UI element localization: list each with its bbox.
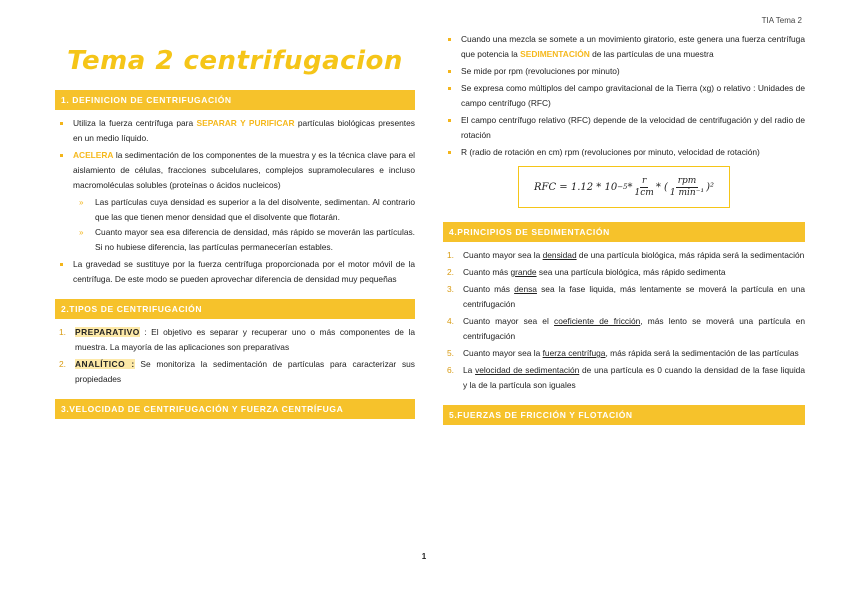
text-span: de una partícula biológica, más rápida será la sedimentación [576,250,805,260]
text-span: partículas biológicas presentes en un medio líquido. [73,118,415,143]
underlined-term: coeficiente de fricción [554,316,641,326]
label-highlight: PREPARATIVO [75,327,140,337]
text-span: : El objetivo es separar y recuperar uno o más componentes de la muestra. La mayoría de las aplicaciones son preparativas [75,327,415,352]
text-span: sea la fase liquida, más lentamente se moverá la partícula en una centrifugación [463,284,806,309]
text-span: Utiliza la fuerza centrífuga para [73,118,197,128]
item-number: 2. [59,359,66,369]
section-3-list [443,32,805,160]
underlined-term: velocidad de sedimentación [475,365,580,375]
item-number: 5. [447,348,454,358]
section-5-heading: 5.FUERZAS DE FRICCIÓN Y FLOTACIÓN [443,405,805,425]
text-span: Cuanto más [463,284,515,294]
fraction-denominator: 1cm [634,187,654,198]
text-span: de una partícula es 0 cuando la densidad de la fase liquida y la de la partícula son iguales [463,365,805,390]
list-item: El campo centrífugo relativo (RFC) depende de la velocidad de centrifugación y del radio de rotación [443,113,805,143]
text-span: Cuanto mayor sea la [463,250,543,260]
fraction-denominator: 1 min⁻¹ [669,187,705,198]
section-1-heading: 1. DEFINICION DE CENTRIFUGACIÓN [55,90,415,110]
item-number: 6. [447,365,454,375]
underlined-term: densidad [542,250,577,260]
list-item [443,346,805,361]
list-item [443,363,805,393]
section-2-heading: 2.TIPOS DE CENTRIFUGACIÓN [55,299,415,319]
page-number: 1 [421,552,427,561]
list-item: R (radio de rotación en cm) rpm (revoluciones por minuto, velocidad de rotación) [443,145,805,160]
fraction-numerator: rpm [677,175,697,186]
section-2-list [55,325,415,387]
list-item [55,357,415,387]
item-number: 2. [447,267,454,277]
formula-exponent: −5 [617,183,628,191]
item-number: 1. [447,250,454,260]
running-header: TIA Tema 2 [761,16,802,25]
fraction-rpm [670,176,704,199]
list-item: Se mide por rpm (revoluciones por minuto) [443,64,805,79]
list-item [55,116,415,146]
list-item [443,265,805,280]
text-span: Se monitoriza la sedimentación de partículas para caracterizar sus propiedades [75,359,415,384]
text-span: , más lento se moverá una partícula en centrifugación [463,316,806,341]
text-span: Cuanto mayor sea el [463,316,555,326]
list-item: Se expresa como múltiplos del campo gravitacional de la Tierra (xg) o relativo : Unidades de campo centrífugo (RFC) [443,81,805,111]
section-1-list [55,116,415,287]
fraction-numerator: r [642,175,647,186]
sub-list-item: » Cuanto mayor sea esa diferencia de densidad, más rápido se moverán las partículas. Si no hubiese diferencia, las partículas permanecerían estables. [73,225,415,255]
highlight-text: ACELERA [73,150,114,160]
formula-lhs: RFC = 1.12 * 10 [533,181,618,193]
underlined-term: grande [510,267,537,277]
right-column [443,32,805,425]
text-span: , más rápida será la sedimentación de las partículas [605,348,799,358]
formula-operator: * [627,181,633,193]
sub-list [73,195,415,255]
text-span: la sedimentación de los componentes de la muestra y es la técnica clave para el aislamiento de células, fracciones subcelulares, complejos supramoleculares e incluso macromoléculas solubles (proteínas o ácidos nucleicos) [73,150,415,190]
item-number: 1. [59,327,66,337]
underlined-term: densa [514,284,537,294]
text-span: sea una partícula biológica, más rápido sedimenta [536,267,726,277]
highlight-text: SEDIMENTACIÓN [520,49,590,59]
list-item [55,148,415,255]
text-span: Cuanto mayor sea la [463,348,543,358]
formula-close: )² [706,181,714,193]
left-column [55,40,415,419]
highlight-text: SEPARAR Y PURIFICAR [196,118,295,128]
item-number: 3. [447,284,454,294]
rfc-formula [518,166,730,208]
text-span: La [463,365,476,375]
list-item: La gravedad se sustituye por la fuerza centrífuga proporcionada por el motor móvil de la centrífuga. De este modo se pueden aprovechar diferencia de densidad muy pequeñas [55,257,415,287]
sub-list-item: » Las partículas cuya densidad es superior a la del disolvente, sedimentan. Al contrario que las que tienen menor densidad que el disolvente que flotarán. [73,195,415,225]
list-item [55,325,415,355]
section-4-heading: 4.PRINCIPIOS DE SEDIMENTACIÓN [443,222,805,242]
list-item [443,282,805,312]
list-item [443,32,805,62]
underlined-term: fuerza centrífuga [542,348,606,358]
section-4-list [443,248,805,393]
text-span: de las partículas de una muestra [589,49,714,59]
label-highlight: ANALÍTICO : [75,359,135,369]
list-item [443,248,805,263]
text-span: Cuanto más [463,267,511,277]
page-title: Tema 2 centrifugacion [67,46,403,76]
item-number: 4. [447,316,454,326]
section-3-heading: 3.VELOCIDAD DE CENTRIFUGACIÓN Y FUERZA CENTRÍFUGA [55,399,415,419]
text-span: Cuando una mezcla se somete a un movimiento giratorio, este genera una fuerza centrífuga que potencia la [461,34,805,59]
fraction-radius [635,176,654,199]
list-item [443,314,805,344]
formula-operator: * ( [655,181,668,193]
